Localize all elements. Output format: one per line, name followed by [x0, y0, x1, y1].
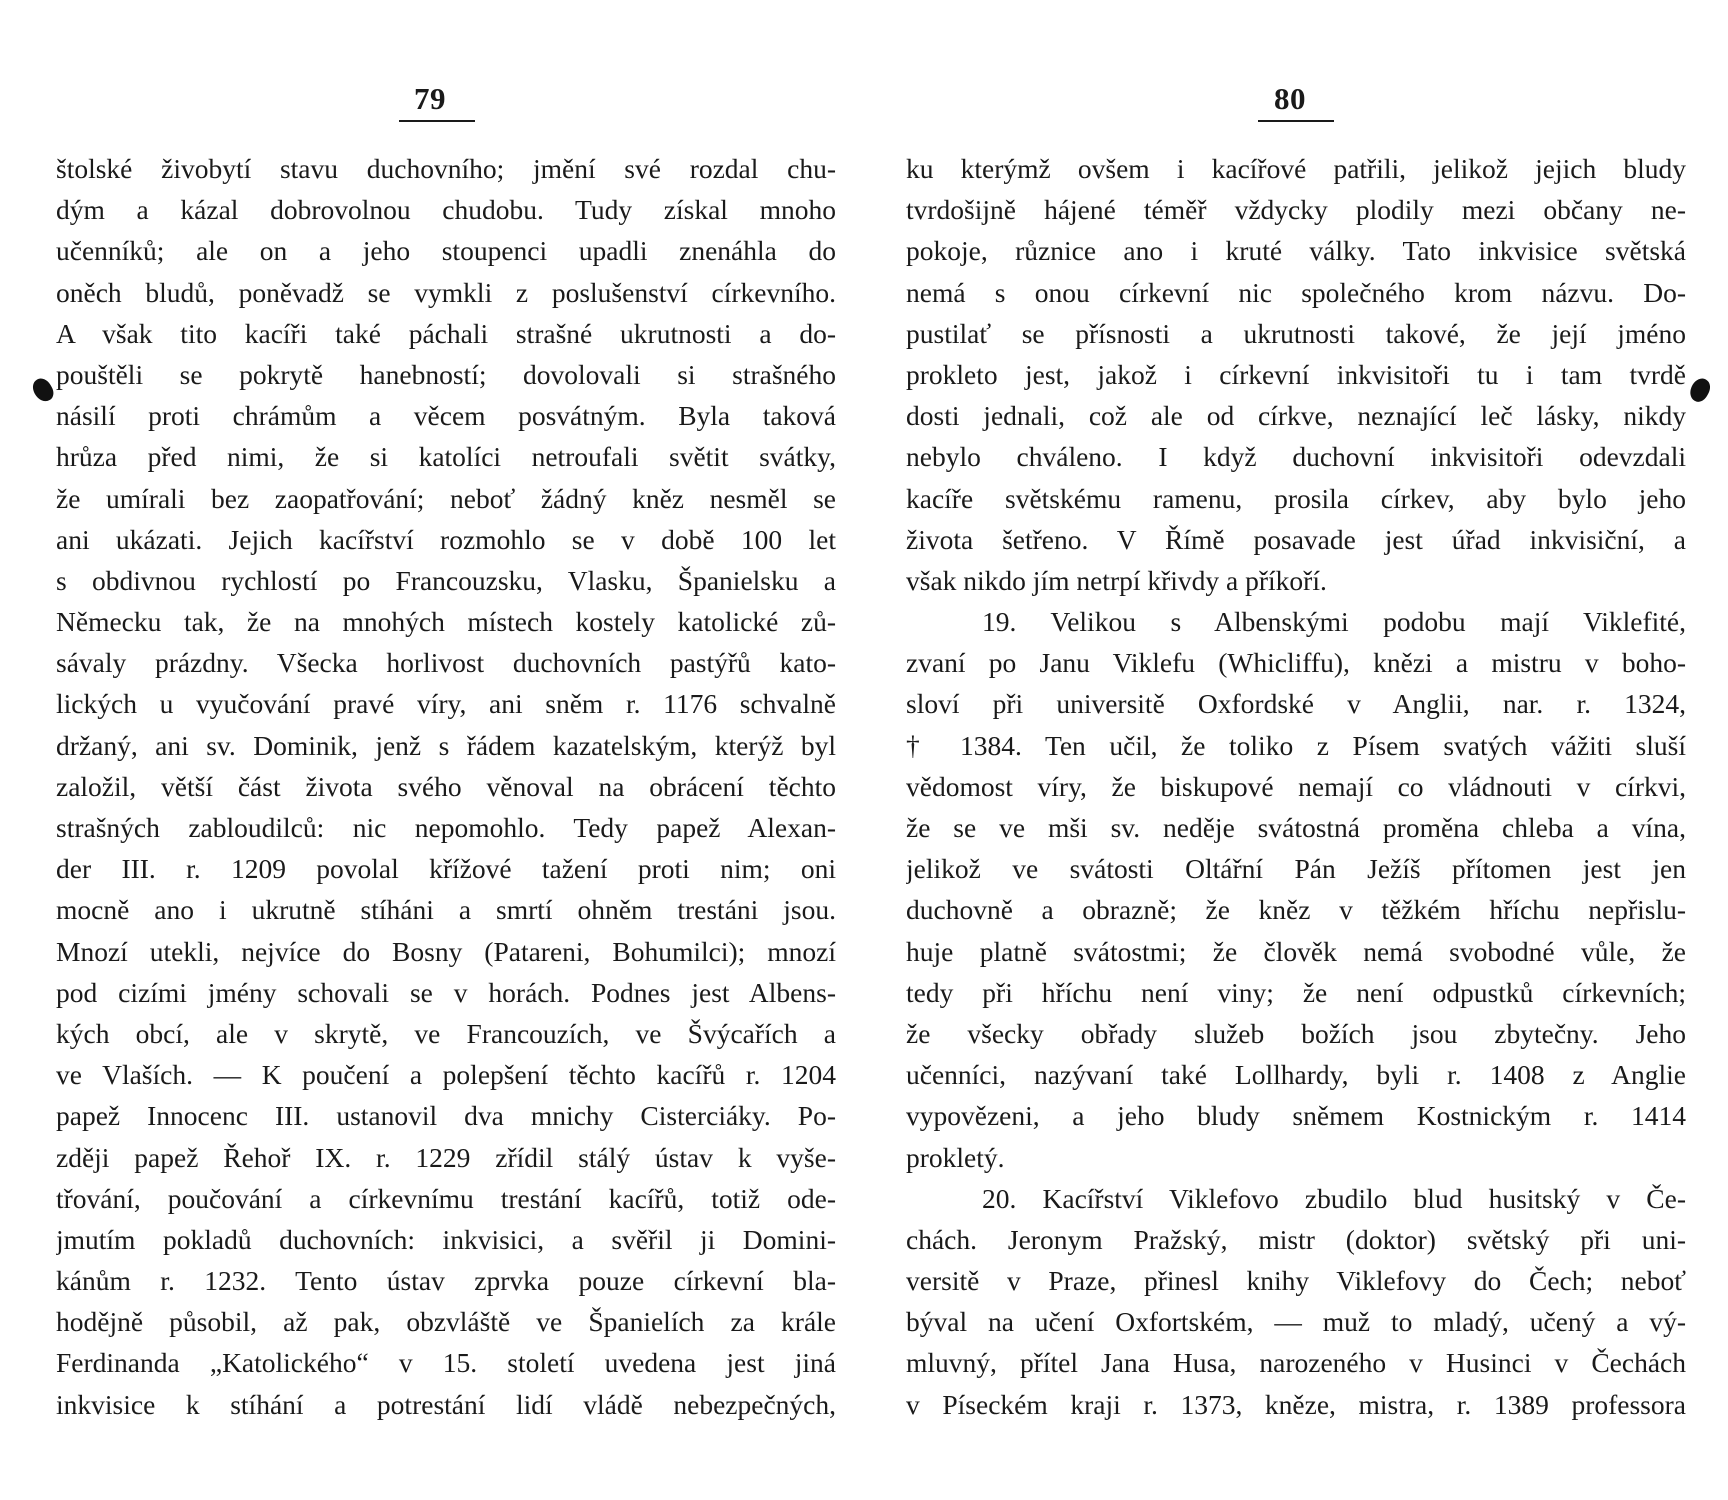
- text-line: pouštěli se pokrytě hanebností; dovolovali si strašného: [56, 358, 836, 390]
- text-line: že všecky obřady služeb božích jsou zbytečny. Jeho: [906, 1017, 1686, 1049]
- right-page-number: 80: [1274, 81, 1306, 116]
- text-line: tvrdošijně hájené téměř vždycky plodily mezi občany ne-: [906, 194, 1686, 226]
- text-line: třování, poučování a církevnímu trestání kacířů, totiž ode-: [56, 1182, 836, 1214]
- text-line: učenníci, nazývaní také Lollhardy, byli r. 1408 z Anglie: [906, 1059, 1686, 1091]
- text-line: vypovězeni, a jeho bludy sněmem Kostnickým r. 1414: [906, 1100, 1686, 1132]
- text-line: Německu tak, že na mnohých místech kostely katolické zů-: [56, 606, 836, 638]
- text-line: hrůza před nimi, že si katolíci netroufali světit svátky,: [56, 441, 836, 473]
- text-line: oněch bludů, poněvadž se vymkli z poslušenství církevního.: [56, 276, 836, 308]
- text-line: † 1384. Ten učil, že toliko z Písem svatých vážiti sluší: [906, 729, 1686, 761]
- text-line: inkvisice k stíhání a potrestání lidí vládě nebezpečných,: [56, 1388, 836, 1420]
- text-line: držaný, ani sv. Dominik, jenž s řádem kazatelským, kterýž byl: [56, 729, 836, 761]
- text-line: A však tito kacíři také páchali strašné ukrutnosti a do-: [56, 317, 836, 349]
- text-line: jelikož ve svátosti Oltářní Pán Ježíš přítomen jest jen: [906, 853, 1686, 885]
- text-line: že se ve mši sv. neděje svátostná proměna chleba a vína,: [906, 812, 1686, 843]
- text-line: ku kterýmž ovšem i kacířové patřili, jelikož jejich bludy: [906, 153, 1686, 184]
- text-line: zději papež Řehoř IX. r. 1229 zřídil stálý ústav k vyše-: [56, 1141, 836, 1173]
- text-line: kánům r. 1232. Tento ústav zprvka pouze církevní bla-: [56, 1265, 836, 1297]
- text-line: pokoje, různice ano i kruté války. Tato inkvisice světská: [906, 235, 1686, 267]
- left-page-text: [56, 148, 836, 1425]
- right-page: [906, 70, 1686, 1460]
- binding-mark-left: [29, 375, 57, 405]
- text-line: lických u vyučování pravé víry, ani sněm r. 1176 schvalně: [56, 688, 836, 720]
- text-line: tedy při hříchu není viny; že není odpustků církevních;: [906, 976, 1686, 1008]
- text-line: pustilať se přísnosti a ukrutnosti takové, že její jméno: [906, 317, 1686, 349]
- text-line: der III. r. 1209 povolal křížové tažení proti nim; oni: [56, 853, 836, 885]
- text-line: prokleto jest, jakož i církevní inkvisitoři tu i tam tvrdě: [906, 358, 1686, 390]
- text-line: nebylo chváleno. I když duchovní inkvisitoři odevzdali: [906, 441, 1686, 473]
- binding-mark-right: [1686, 375, 1714, 405]
- text-line: 19. Velikou s Albenskými podobu mají Viklefité,: [982, 606, 1686, 638]
- right-page-rule: [1258, 120, 1334, 122]
- text-line: mluvný, přítel Jana Husa, narozeného v Husinci v Čechách: [906, 1347, 1686, 1379]
- text-line: Ferdinanda „Katolického“ v 15. století uvedena jest jiná: [56, 1347, 836, 1379]
- text-line: pod cizími jmény schovali se v horách. Podnes jest Albens-: [56, 976, 836, 1008]
- text-line: prokletý.: [906, 1141, 1005, 1173]
- text-line: sloví při universitě Oxfordské v Anglii, nar. r. 1324,: [906, 688, 1686, 720]
- right-page-text: [906, 148, 1686, 1425]
- text-line: sávaly prázdny. Všecka horlivost duchovních pastýřů kato-: [56, 647, 836, 679]
- text-line: zvaní po Janu Viklefu (Whicliffu), knězi a mistru v boho-: [906, 647, 1686, 679]
- text-line: hodějně působil, až pak, obzvláště ve Španielích za krále: [56, 1306, 836, 1338]
- text-line: v Píseckém kraji r. 1373, kněze, mistra, r. 1389 professora: [906, 1388, 1686, 1420]
- text-line: papež Innocenc III. ustanovil dva mnichy Cisterciáky. Po-: [56, 1100, 836, 1132]
- left-page-number: 79: [414, 81, 446, 116]
- text-line: duchovně a obrazně; že kněz v těžkém hříchu nepřislu-: [906, 894, 1686, 926]
- text-line: nemá s onou církevní nic společného krom názvu. Do-: [906, 276, 1686, 308]
- text-line: Mnozí utekli, nejvíce do Bosny (Patareni, Bohumilci); mnozí: [56, 935, 836, 967]
- text-line: však nikdo jím netrpí křivdy a příkoří.: [906, 564, 1327, 596]
- text-line: strašných zabloudilců: nic nepomohlo. Tedy papež Alexan-: [56, 812, 836, 843]
- text-line: učenníků; ale on a jeho stoupenci upadli znenáhla do: [56, 235, 836, 267]
- text-line: huje platně svátostmi; že člověk nemá svobodné vůle, že: [906, 935, 1686, 967]
- text-line: násilí proti chrámům a věcem posvátným. Byla taková: [56, 400, 836, 432]
- text-line: ve Vlaších. — K poučení a polepšení těchto kacířů r. 1204: [56, 1059, 836, 1091]
- text-line: 20. Kacířství Viklefovo zbudilo blud husitský v Če-: [982, 1182, 1686, 1214]
- text-line: že umírali bez zaopatřování; neboť žádný kněz nesměl se: [56, 482, 836, 514]
- text-line: jmutím pokladů duchovních: inkvisici, a svěřil ji Domini-: [56, 1223, 836, 1255]
- text-line: versitě v Praze, přinesl knihy Viklefovy do Čech; neboť: [906, 1265, 1686, 1297]
- left-page-rule: [399, 120, 475, 122]
- text-line: života šetřeno. V Římě posavade jest úřad inkvisiční, a: [906, 523, 1686, 555]
- text-line: kacíře světskému ramenu, prosila církev, aby bylo jeho: [906, 482, 1686, 514]
- left-page: [56, 70, 836, 1460]
- text-line: založil, větší část života svého věnoval na obrácení těchto: [56, 770, 836, 802]
- text-line: kých obcí, ale v skrytě, ve Francouzích, ve Švýcařích a: [56, 1017, 836, 1049]
- text-line: dým a kázal dobrovolnou chudobu. Tudy získal mnoho: [56, 194, 836, 226]
- text-line: dosti jednali, což ale od církve, neznající leč lásky, nikdy: [906, 400, 1686, 432]
- text-line: chách. Jeronym Pražský, mistr (doktor) světský při uni-: [906, 1223, 1686, 1255]
- text-line: býval na učení Oxfortském, — muž to mladý, učený a vý-: [906, 1306, 1686, 1338]
- text-line: ani ukázati. Jejich kacířství rozmohlo se v době 100 let: [56, 523, 836, 555]
- text-line: vědomost víry, že biskupové nemají co vládnouti v církvi,: [906, 770, 1686, 802]
- text-line: štolské živobytí stavu duchovního; jmění své rozdal chu-: [56, 153, 836, 184]
- text-line: s obdivnou rychlostí po Francouzsku, Vlasku, Španielsku a: [56, 564, 836, 596]
- text-line: mocně ano i ukrutně stíháni a smrtí ohněm trestáni jsou.: [56, 894, 836, 926]
